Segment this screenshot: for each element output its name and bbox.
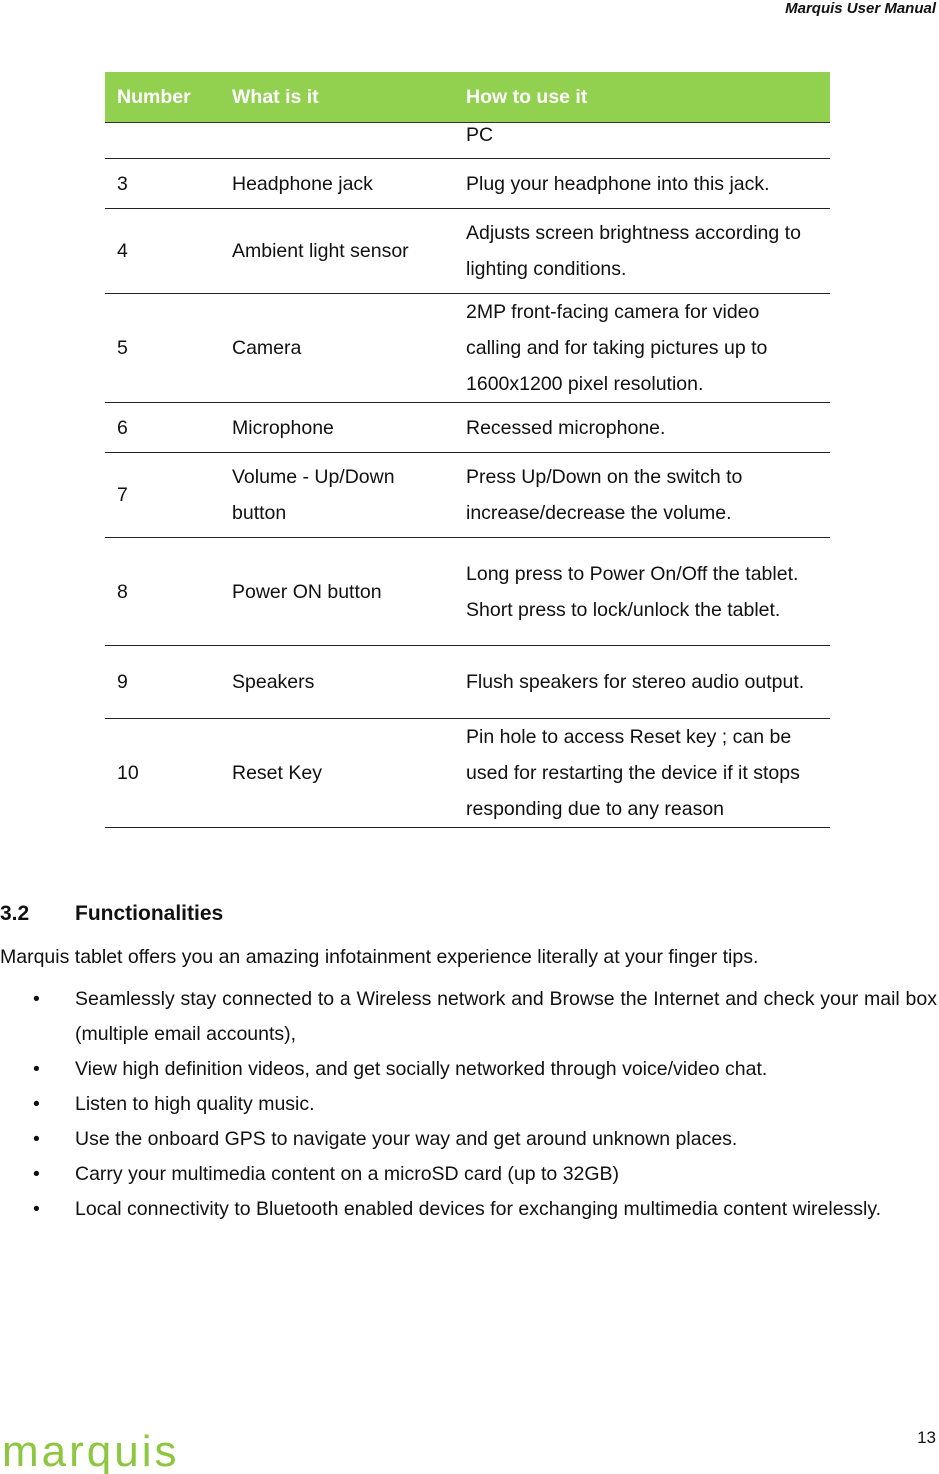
table-row [105, 719, 830, 828]
row-number: 6 [105, 403, 220, 453]
list-item: • Use the onboard GPS to navigate your way and get around unknown places. [0, 1122, 937, 1157]
row-number: 9 [105, 646, 220, 719]
table-row [105, 453, 830, 538]
table-row [105, 403, 830, 453]
row-item: Camera [220, 294, 454, 403]
row-item: Microphone [220, 403, 454, 453]
row-number: 7 [105, 453, 220, 538]
column-header-how: How to use it [454, 72, 830, 123]
row-usage: PC [454, 123, 830, 159]
row-item: Volume - Up/Down button [220, 453, 454, 538]
table-row [105, 159, 830, 209]
section-heading [0, 902, 223, 926]
row-usage: Press Up/Down on the switch to increase/decrease the volume. [454, 453, 830, 538]
features-table [105, 72, 830, 828]
row-number: 8 [105, 538, 220, 646]
row-number: 5 [105, 294, 220, 403]
row-item: Headphone jack [220, 159, 454, 209]
column-header-number: Number [105, 72, 220, 123]
section-number: 3.2 [0, 902, 30, 925]
table-header-row [105, 72, 830, 123]
feature-list [0, 982, 937, 1227]
row-usage: Flush speakers for stereo audio output. [454, 646, 830, 719]
row-usage: Recessed microphone. [454, 403, 830, 453]
row-number: 3 [105, 159, 220, 209]
row-usage: 2MP front-facing camera for video calling and for taking pictures up to 1600x1200 pixel resolution. [454, 294, 830, 403]
row-usage: Long press to Power On/Off the tablet. Short press to lock/unlock the tablet. [454, 538, 830, 646]
row-number: 10 [105, 719, 220, 828]
list-item: • View high definition videos, and get socially networked through voice/video chat. [0, 1052, 937, 1087]
row-number: 4 [105, 209, 220, 294]
row-usage: Pin hole to access Reset key ; can be used for restarting the device if it stops responding due to any reason [454, 719, 830, 828]
table-row [105, 538, 830, 646]
table-row [105, 294, 830, 403]
row-item: Power ON button [220, 538, 454, 646]
row-item: Ambient light sensor [220, 209, 454, 294]
row-item [220, 123, 454, 159]
list-item: • Local connectivity to Bluetooth enabled devices for exchanging multimedia content wirelessly. [0, 1192, 937, 1227]
row-item: Speakers [220, 646, 454, 719]
table-row [105, 123, 830, 159]
list-item: • Carry your multimedia content on a microSD card (up to 32GB) [0, 1157, 937, 1192]
section-title: Functionalities [75, 902, 224, 925]
list-item: • Listen to high quality music. [0, 1087, 937, 1122]
list-item: • Seamlessly stay connected to a Wireless network and Browse the Internet and check your mail box (multiple email accounts), [0, 982, 937, 1052]
document-header-title: Marquis User Manual [785, 0, 936, 17]
row-usage: Plug your headphone into this jack. [454, 159, 830, 209]
row-usage: Adjusts screen brightness according to lighting conditions. [454, 209, 830, 294]
row-item: Reset Key [220, 719, 454, 828]
page-number: 13 [917, 1428, 936, 1447]
svg-text:marquis: marquis [2, 1434, 180, 1474]
row-number [105, 123, 220, 159]
table-row [105, 646, 830, 719]
marquis-logo [0, 1434, 270, 1474]
section-intro: Marquis tablet offers you an amazing infotainment experience literally at your finger tips. [0, 946, 759, 968]
column-header-what: What is it [220, 72, 454, 123]
table-row [105, 209, 830, 294]
